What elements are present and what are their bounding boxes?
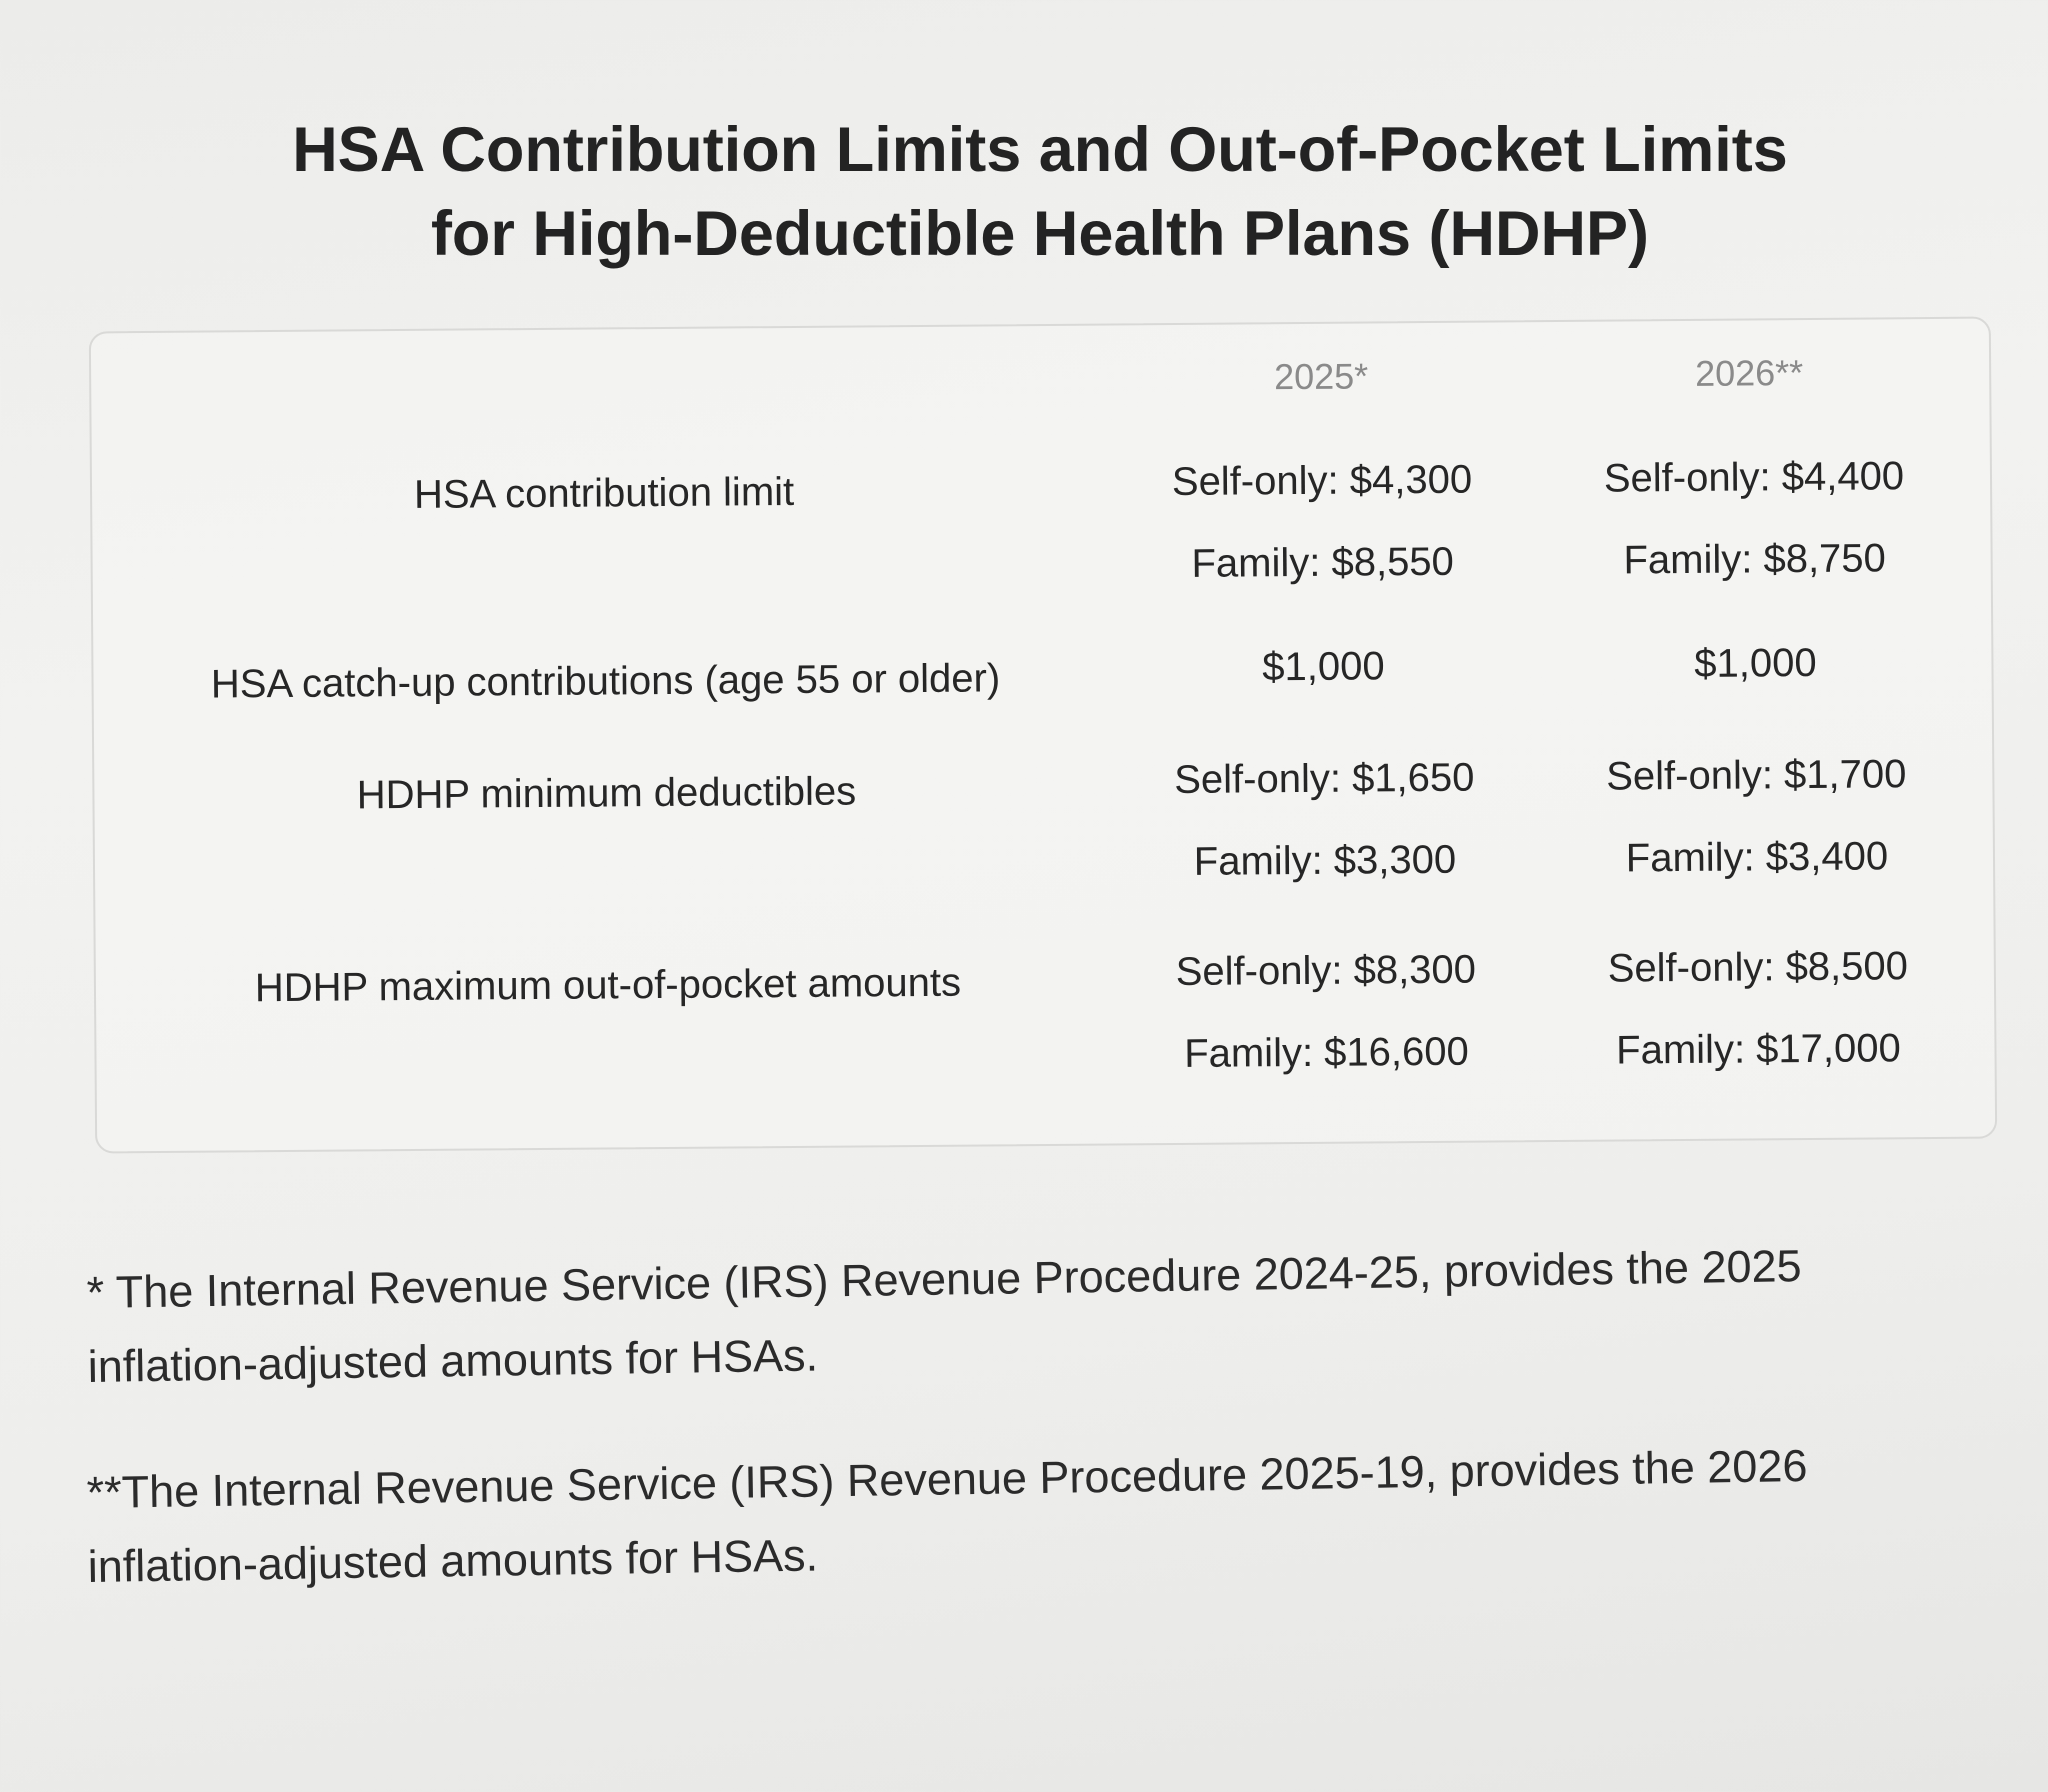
cell-deductibles-2026 bbox=[1546, 733, 1967, 900]
cell-deductibles-2025 bbox=[1114, 736, 1535, 903]
cell-value: Family: $8,550 bbox=[1191, 539, 1454, 586]
cell-value: Family: $3,400 bbox=[1625, 834, 1889, 881]
limits-table bbox=[89, 317, 1997, 1154]
title-line-2: for High-Deductible Health Plans (HDHP) bbox=[430, 199, 1650, 269]
cell-value: Family: $17,000 bbox=[1616, 1026, 1901, 1073]
cell-value: Family: $8,750 bbox=[1623, 536, 1886, 583]
cell-out-of-pocket-2026 bbox=[1548, 925, 1969, 1092]
cell-value: Self-only: $8,500 bbox=[1607, 944, 1909, 991]
cell-value: Self-only: $1,700 bbox=[1606, 752, 1907, 799]
row-label-contribution-limit: HSA contribution limit bbox=[413, 469, 795, 517]
title-line-1: HSA Contribution Limits and Out-of-Pocket Limits bbox=[292, 115, 1788, 185]
row-label-min-deductibles: HDHP minimum deductibles bbox=[356, 769, 857, 818]
cell-catch-up-2025 bbox=[1113, 624, 1534, 709]
cell-value: Self-only: $8,300 bbox=[1175, 947, 1477, 994]
row-label-max-out-of-pocket: HDHP maximum out-of-pocket amounts bbox=[254, 960, 962, 1011]
page-title bbox=[0, 108, 2048, 276]
cell-value: $1,000 bbox=[1694, 640, 1817, 686]
cell-value: Self-only: $4,400 bbox=[1603, 454, 1905, 501]
row-label-catch-up: HSA catch-up contributions (age 55 or older) bbox=[210, 656, 1001, 707]
cell-value: Self-only: $4,300 bbox=[1171, 457, 1473, 504]
cell-catch-up-2026 bbox=[1545, 621, 1966, 706]
cell-value: $1,000 bbox=[1262, 644, 1385, 690]
cell-contribution-2026 bbox=[1544, 435, 1965, 602]
column-header-2025: 2025* bbox=[1273, 355, 1369, 398]
cell-value: Self-only: $1,650 bbox=[1174, 755, 1475, 802]
cell-value: Family: $3,300 bbox=[1193, 837, 1457, 884]
column-header-2026: 2026** bbox=[1694, 352, 1804, 394]
footnote-2025: * The Internal Revenue Service (IRS) Revenue Procedure 2024-25, provides the 2025 inflation-adjusted amounts for HSAs. bbox=[86, 1240, 1802, 1392]
cell-contribution-2025 bbox=[1112, 438, 1533, 605]
cell-value: Family: $16,600 bbox=[1184, 1029, 1469, 1076]
cell-out-of-pocket-2025 bbox=[1116, 928, 1537, 1095]
footnote-2026: **The Internal Revenue Service (IRS) Revenue Procedure 2025-19, provides the 2026 inflation-adjusted amounts for HSAs. bbox=[86, 1439, 1808, 1592]
